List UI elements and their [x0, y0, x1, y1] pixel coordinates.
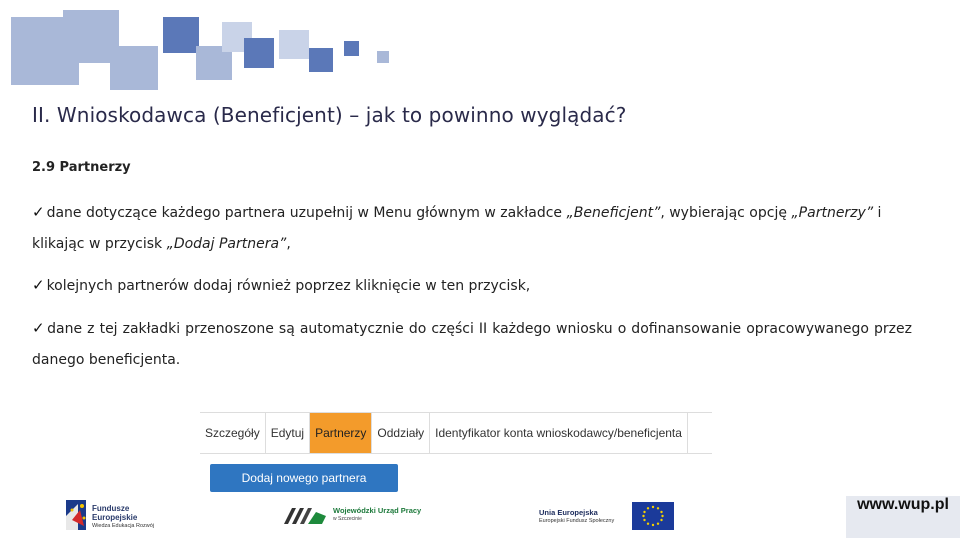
bullet-text: , wybierając opcję	[660, 205, 792, 221]
checkmark-icon: ✓	[32, 319, 46, 337]
bullet-text: dane z tej zakładki przenoszone są automatycznie do części II każdego wniosku o dofinansowanie opracowywanego przez danego beneficjenta.	[32, 321, 912, 368]
section-heading: 2.9 Partnerzy	[32, 160, 131, 175]
embedded-screenshot	[200, 408, 712, 494]
bullet-text: kolejnych partnerów dodaj również poprzez kliknięcie w ten przycisk,	[46, 278, 531, 294]
bullet-item	[32, 197, 912, 260]
wup-text: Wojewódzki Urząd Pracy w Szczecinie	[333, 506, 422, 522]
decor-square	[244, 38, 274, 68]
fundusze-europejskie-logo	[64, 496, 90, 534]
decor-square	[110, 46, 158, 90]
tab-bar	[200, 412, 712, 454]
decor-square	[377, 51, 389, 63]
tab-identyfikator[interactable]: Identyfikator konta wnioskodawcy/beneficjenta	[430, 413, 688, 453]
decor-square	[163, 17, 199, 53]
tab-edytuj[interactable]: Edytuj	[266, 413, 310, 453]
decor-square	[279, 30, 309, 59]
eu-flag-icon	[632, 502, 674, 530]
decor-square	[344, 41, 359, 56]
bullet-emphasis: „Dodaj Partnera”	[166, 236, 287, 252]
tab-partnerzy[interactable]: Partnerzy	[310, 413, 372, 453]
bullet-item	[32, 270, 912, 302]
bullet-text: i klikając w przycisk	[32, 205, 882, 252]
tab-oddzialy[interactable]: Oddziały	[372, 413, 430, 453]
checkmark-icon: ✓	[32, 203, 45, 221]
wup-logo	[282, 502, 330, 528]
website-url[interactable]: www.wup.pl	[846, 496, 960, 538]
bullet-text: ,	[286, 236, 291, 252]
bullet-emphasis: „Partnerzy”	[791, 205, 874, 221]
bullet-emphasis: „Beneficjent”	[566, 205, 661, 221]
slide-title: II. Wnioskodawca (Beneficjent) – jak to powinno wyglądać?	[32, 103, 627, 127]
unia-europejska-text: Unia Europejska Europejski Fundusz Społeczny	[539, 508, 615, 524]
bullet-text: dane dotyczące każdego partnera uzupełnij w Menu głównym w zakładce	[46, 205, 567, 221]
add-partner-button[interactable]: Dodaj nowego partnera	[210, 464, 398, 492]
fundusze-europejskie-text: Fundusze Europejskie Wiedza Edukacja Rozwój	[92, 504, 155, 529]
tab-szczegoly[interactable]: Szczegóły	[200, 413, 266, 453]
bullet-item	[32, 313, 912, 376]
footer-logos	[0, 488, 960, 540]
decor-square	[309, 48, 333, 72]
checkmark-icon: ✓	[32, 276, 45, 294]
